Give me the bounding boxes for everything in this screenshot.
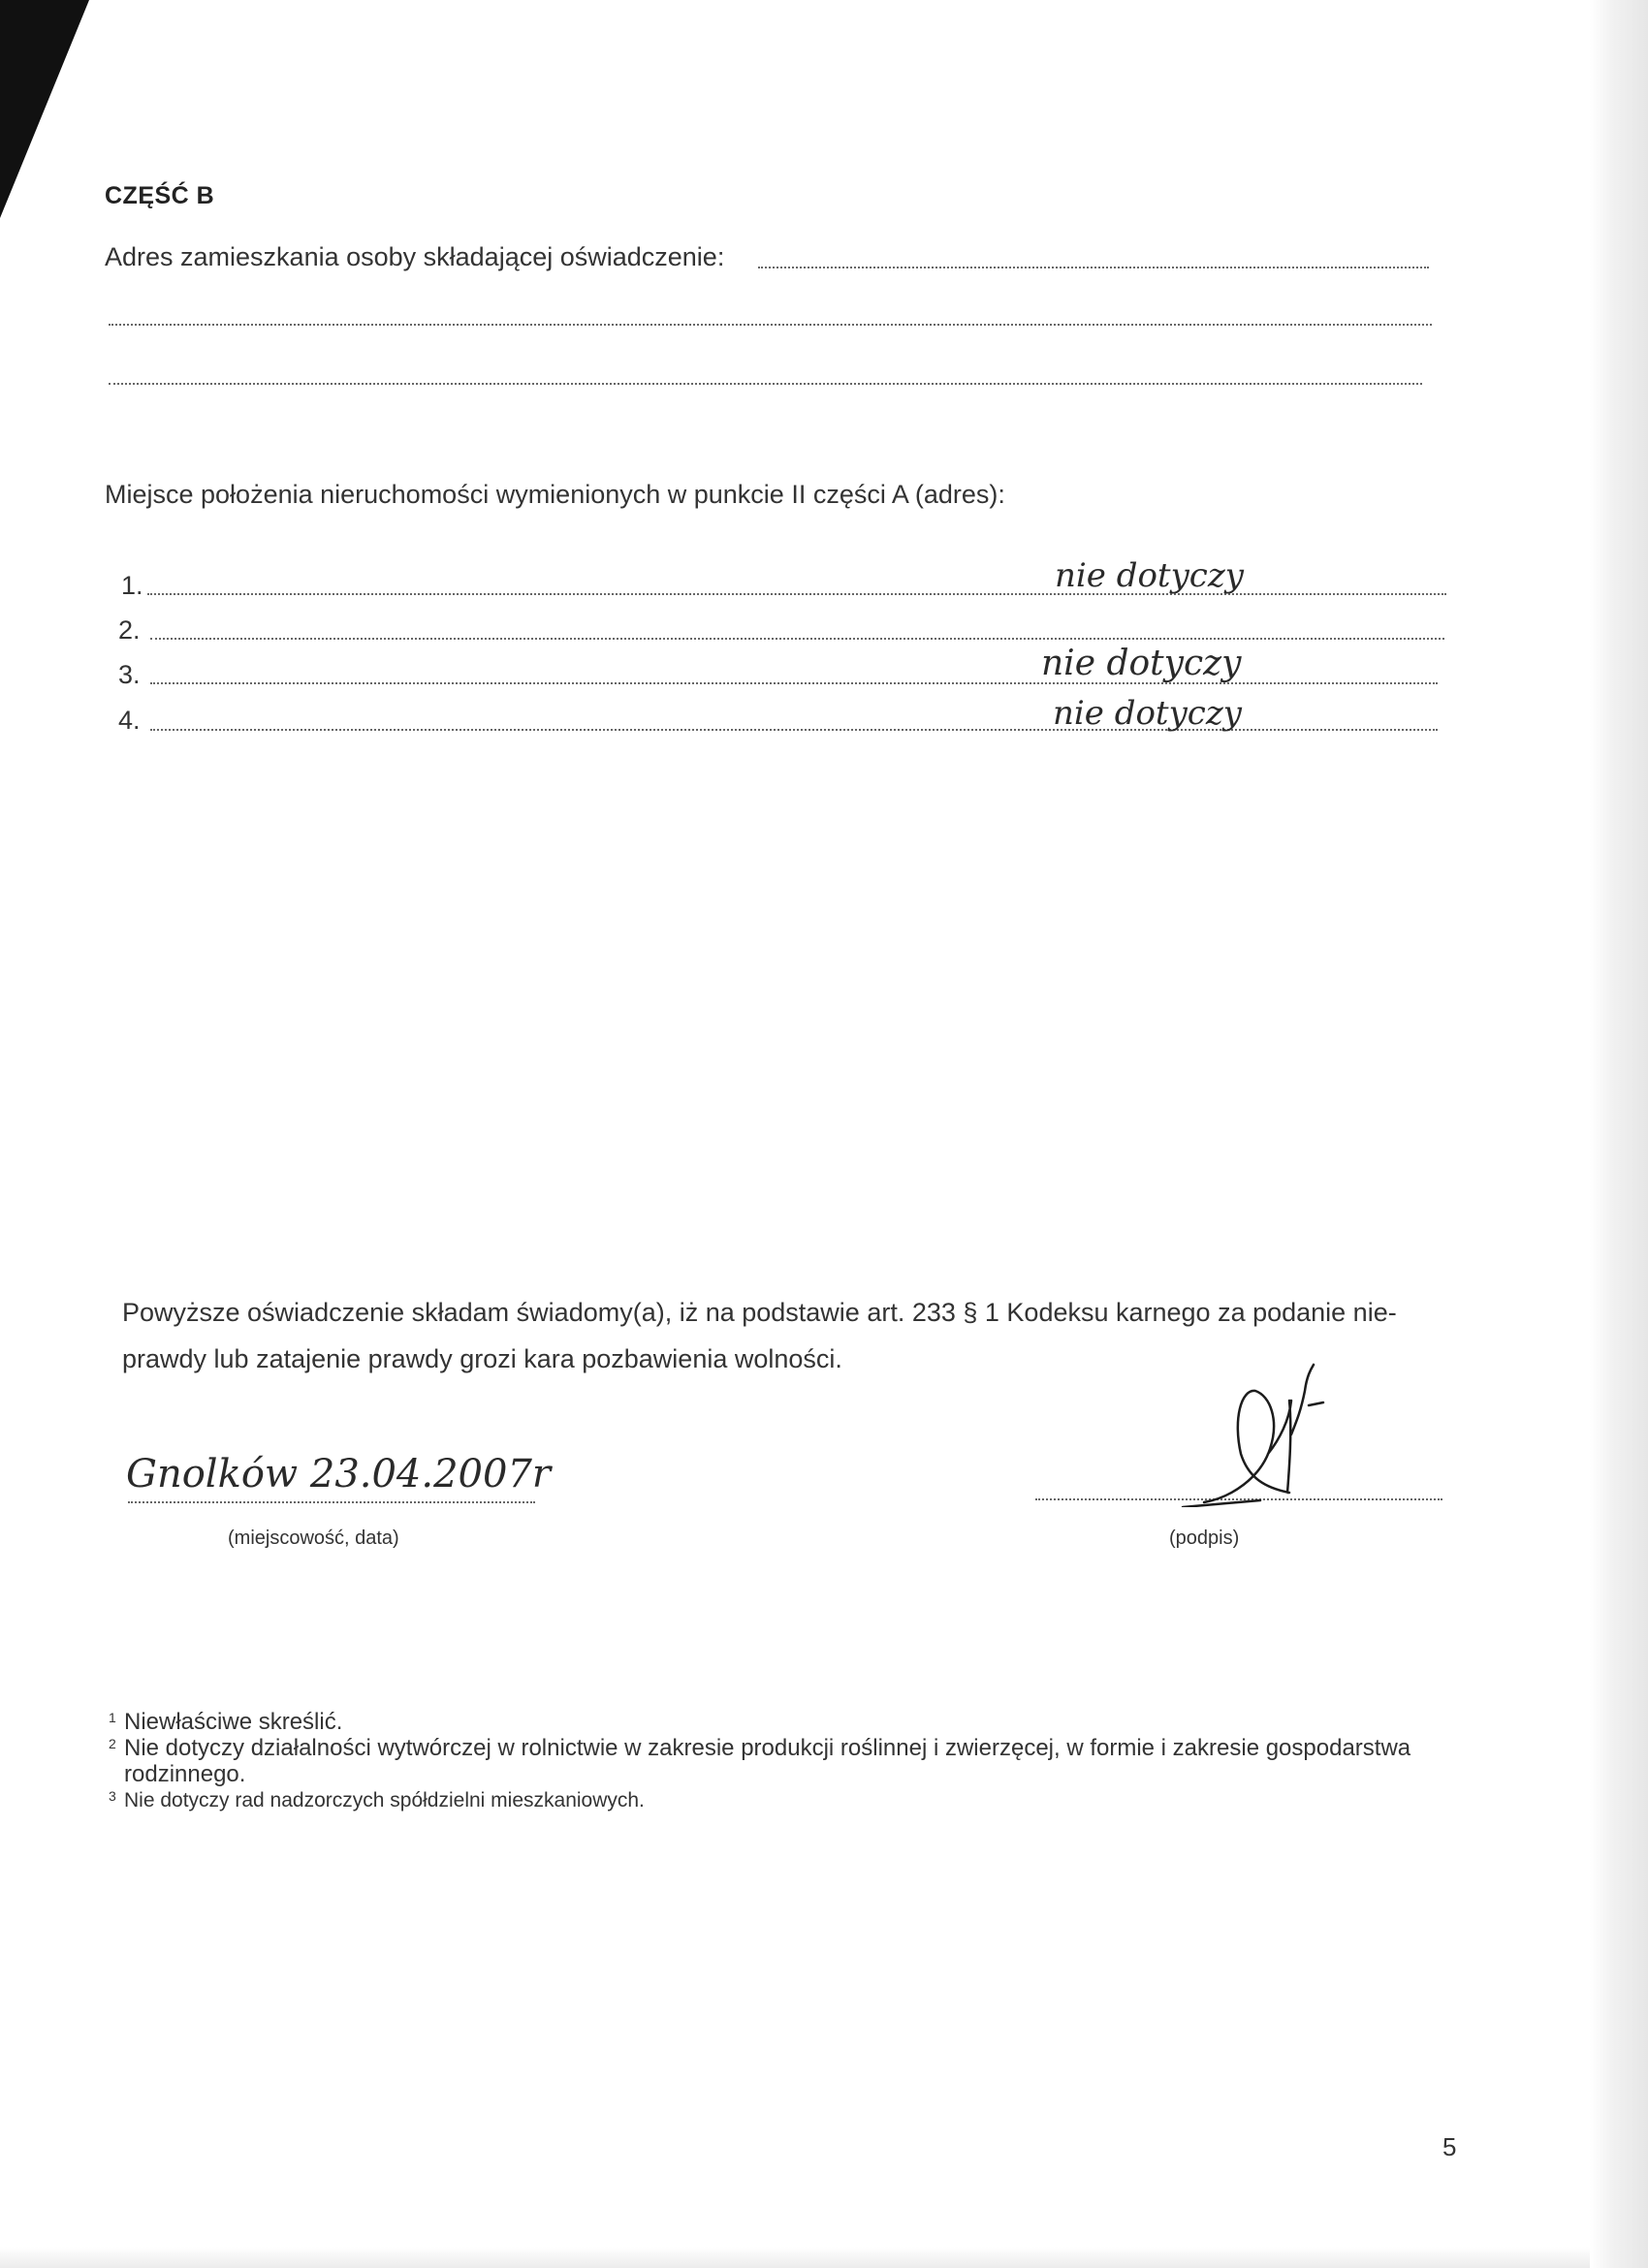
footnote (109, 1787, 1466, 1813)
footnote-text: Nie dotyczy rad nadzorczych spółdzielni mieszkaniowych. (124, 1789, 645, 1811)
property-line-3[interactable] (150, 682, 1438, 684)
scan-right-edge (1590, 0, 1648, 2268)
footnote-mark: 1 (109, 1710, 116, 1725)
handwritten-entry: nie dotyczy (1055, 556, 1244, 595)
handwritten-place-date: Gnolków 23.04.2007r (126, 1452, 552, 1496)
footnote (109, 1735, 1442, 1787)
address-line-1[interactable] (758, 267, 1429, 268)
handwritten-entry: nie dotyczy (1041, 644, 1242, 683)
place-date-caption: (miejscowość, data) (228, 1528, 399, 1549)
section-title: CZĘŚĆ B (105, 182, 215, 209)
signature-caption: (podpis) (1169, 1528, 1240, 1549)
footnote-mark: 3 (109, 1788, 116, 1804)
scan-bottom-edge (0, 2247, 1590, 2268)
address-line-2[interactable] (109, 324, 1432, 326)
place-date-line[interactable] (128, 1501, 535, 1503)
property-label: Miejsce położenia nieruchomości wymienionych w punkcie II części A (adres): (105, 480, 1005, 509)
footnote-text: Niewłaściwe skreślić. (124, 1709, 343, 1735)
property-line-2[interactable] (150, 638, 1444, 640)
property-item-number: 1. (121, 571, 143, 600)
property-item-number: 3. (118, 660, 141, 689)
scan-corner-shadow (0, 0, 97, 223)
address-label: Adres zamieszkania osoby składającej oświadczenie: (105, 242, 725, 271)
handwritten-entry: nie dotyczy (1053, 694, 1242, 733)
property-item-number: 2. (118, 615, 141, 645)
address-line-3[interactable] (109, 383, 1422, 385)
footnote-mark: 2 (109, 1736, 116, 1751)
footnote (109, 1709, 1466, 1735)
legal-statement: Powyższe oświadczenie składam świadomy(a), iż na podstawie art. 233 § 1 Kodeksu karnego za podanie nie-prawdy lub zatajenie prawdy grozi kara pozbawienia wolności. (122, 1298, 1397, 1373)
footnotes (109, 1709, 1466, 1813)
page-number: 5 (1442, 2132, 1457, 2161)
footnote-text: Nie dotyczy działalności wytwórczej w rolnictwie w zakresie produkcji roślinnej i zwierzęcej, w formie i zakresie gospodarstwa rodzinnego. (124, 1735, 1411, 1787)
property-item-number: 4. (118, 706, 141, 735)
property-line-4[interactable] (150, 729, 1438, 731)
property-line-1[interactable] (147, 593, 1446, 595)
signature-drawing (1144, 1362, 1328, 1507)
